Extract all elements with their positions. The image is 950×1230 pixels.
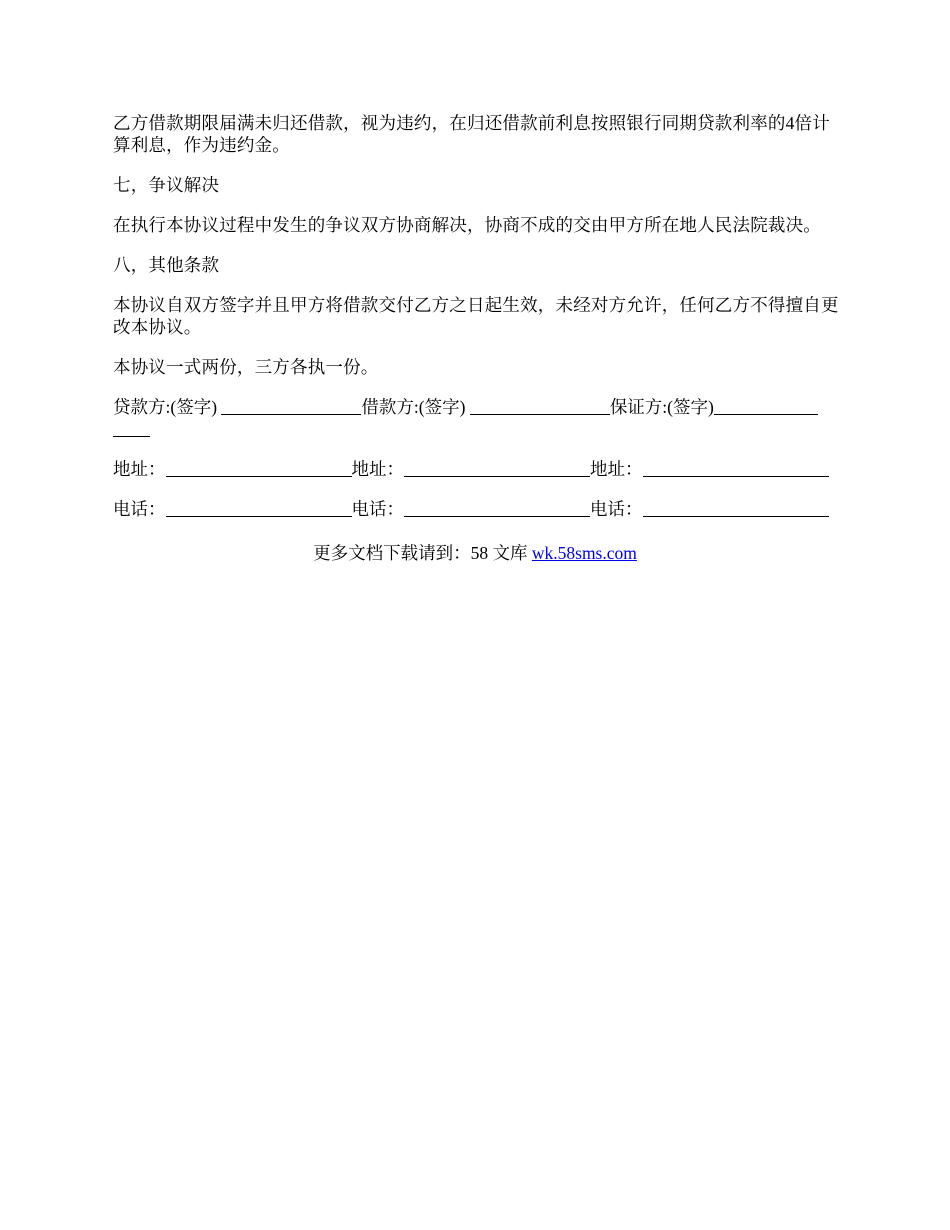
footer-link[interactable]: wk.58sms.com (531, 543, 637, 563)
borrower-phone-field (404, 500, 590, 517)
guarantor-signature-field-continued (113, 420, 150, 437)
lender-signature-label: 贷款方:(签字) (113, 397, 222, 417)
phone-line (113, 498, 843, 520)
guarantor-address-label: 地址： (590, 459, 643, 479)
guarantor-phone-label: 电话： (590, 499, 643, 519)
footer-text: 更多文档下载请到：58 文库 (313, 543, 532, 563)
borrower-signature-field (470, 398, 610, 415)
section-heading-dispute: 七，争议解决 (113, 175, 220, 195)
lender-address-label: 地址： (113, 459, 166, 479)
guarantor-signature-label: 保证方:(签字) (609, 397, 714, 417)
signature-line (113, 396, 843, 440)
borrower-signature-label: 借款方:(签字) (361, 397, 470, 417)
paragraph-copies: 本协议一式两份，三方各执一份。 (113, 357, 379, 377)
section-heading-other: 八，其他条款 (113, 255, 220, 275)
borrower-address-field (404, 460, 590, 477)
lender-address-field (166, 460, 352, 477)
guarantor-address-field (643, 460, 829, 477)
paragraph-effective: 本协议自双方签字并且甲方将借款交付乙方之日起生效，未经对方允许，任何乙方不得擅自更改本协议。 (113, 295, 839, 337)
paragraph-dispute: 在执行本协议过程中发生的争议双方协商解决，协商不成的交由甲方所在地人民法院裁决。 (113, 215, 821, 235)
guarantor-signature-field (714, 398, 818, 415)
paragraph-breach: 乙方借款期限届满未归还借款，视为违约，在归还借款前利息按照银行同期贷款利率的4倍计算利息，作为违约金。 (113, 113, 830, 155)
borrower-address-label: 地址： (351, 459, 404, 479)
lender-phone-field (166, 500, 352, 517)
lender-phone-label: 电话： (113, 499, 166, 519)
footer (0, 542, 950, 564)
address-line (113, 458, 843, 480)
borrower-phone-label: 电话： (351, 499, 404, 519)
document-body (113, 112, 843, 538)
guarantor-phone-field (643, 500, 829, 517)
lender-signature-field (221, 398, 361, 415)
